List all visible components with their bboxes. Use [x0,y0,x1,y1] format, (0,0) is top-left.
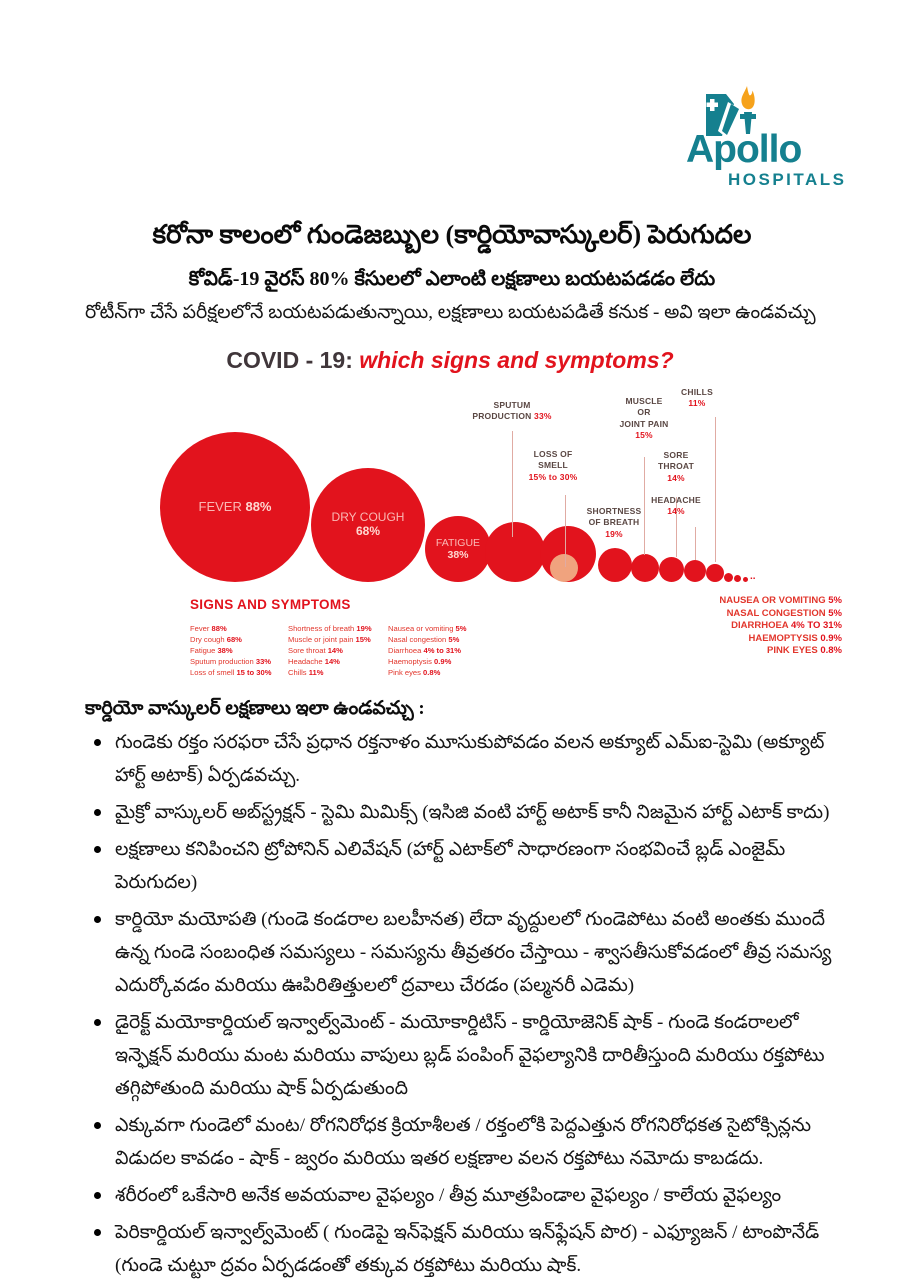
bullet-text: కార్డియో మయోపతి (గుండె కండరాల బలహీనత) లేదా వృద్దులలో గుండెపోటు వంటి అంతకు ముందే ఉన్న గుండె సంబంధిత సమస్యలు - సమస్యను తీవ్రతరం చేస్తాయి - శ్వాసతీసుకోవడంలో తీవ్ర సమస్య ఎదుర్కోవడం మరియు ఊపిరితిత్తులలో ద్రవాలు చేరడం (పల్మనరీ ఎడెమ) [115,909,832,996]
bullet-text: పెరికార్డియల్ ఇన్వాల్వ్‌మెంట్ ( గుండెపై ఇన్‌ఫెక్షన్ మరియు ఇన్‌ఫ్లేషన్ పొర) - ఎఫ్యూజన్ / టాంపొనేడ్ (గుండె చుట్టూ ద్రవం ఏర్పడడంతో తక్కువ రక్తపోటు మరియు షాక్. [115,1222,820,1276]
chart-title-emphasis: which signs and symptoms? [352,347,674,373]
bullet-dot [94,1229,101,1236]
bullet-text: లక్షణాలు కనిపించని ట్రోపోనిన్ ఎలివేషన్ (హార్ట్ ఎటాక్‌లో సాధారణంగా సంభవించే బ్లడ్ ఎంజైమ్ పెరుగుదల) [115,839,786,893]
connector-line [695,527,696,560]
minor-symptom-item: NASAL CONGESTION 5% [726,607,842,619]
legend-column [190,623,271,678]
bubble-label-loss-of-smell: LOSS OF SMELL 15% to 30% [528,449,578,482]
legend-item: Pink eyes 0.8% [388,668,441,677]
bullet-dot [94,846,101,853]
legend-title: SIGNS AND SYMPTOMS [190,597,351,612]
bubble-sputum-production [485,522,545,582]
bubble-sore-throat [659,557,684,582]
bullet-list [85,726,847,1280]
bubble-headache [684,560,706,582]
minor-symptom-item: HAEMOPTYSIS 0.9% [748,632,842,644]
bubble-label-shortness-of-breath: SHORTNESS OF BREATH 19% [586,506,642,539]
bubble-label-chills: CHILLS 11% [681,387,713,409]
bullet-item [85,1109,847,1175]
connector-line [715,417,716,562]
legend-item: Sore throat 14% [288,646,343,655]
bullet-text: గుండెకు రక్తం సరఫరా చేసే ప్రధాన రక్తనాళం మూసుకుపోవడం వలన అక్యూట్ ఎమ్ఐ-స్టెమి (అక్యూట్ హార్ట్ అటాక్) ఏర్పడవచ్చు. [115,732,825,786]
legend-item: Fatigue 38% [190,646,233,655]
logo-wordmark: Apollo [686,128,802,171]
bullet-item [85,903,847,1002]
legend-item: Nausea or vomiting 5% [388,624,467,633]
bullet-dot [94,1122,101,1129]
legend-item: Headache 14% [288,657,340,666]
bullet-text: శరీరంలో ఒకేసారి అనేక అవయవాల వైఫల్యం / తీవ్ర మూత్రపిండాల వైఫల్యం / కాలేయ వైఫల్యం [115,1185,782,1206]
chart-title-prefix: COVID - 19: [226,347,353,373]
bullet-item [85,1216,847,1280]
minor-symptom-item: DIARRHOEA 4% TO 31% [731,620,842,631]
logo-subtitle: HOSPITALS [728,170,847,189]
intro-line: రోటీన్‌గా చేసే పరీక్షలలోనే బయటపడుతున్నాయి, లక్షణాలు బయటపడితే కనుక - అవి ఇలా ఉండవచ్చు [85,302,816,323]
legend-column [388,623,467,678]
bubble-label-sputum-production: SPUTUM PRODUCTION 33% [472,400,552,422]
legend-item: Loss of smell 15 to 30% [190,668,272,677]
bullet-dot [94,809,101,816]
legend-item: Muscle or joint pain 15% [288,635,371,644]
bullet-item [85,833,847,899]
bullet-text: ఎక్కువగా గుండెలో మంట/ రోగనిరోధక క్రియాశీలత / రక్తంలోకి పెద్దఎత్తున రోగనిరోధకత సైటోక్సిన్లను విడుదల కావడం - షాక్ - జ్వరం మరియు ఇతర లక్షణాల వలన రక్తపోటు నమోదు కాబడదు. [115,1115,812,1169]
bullet-item [85,1179,847,1212]
covid-symptoms-infographic [120,345,850,695]
tiny-bubble [724,573,733,582]
bubble-label-headache: HEADACHE 14% [651,495,701,517]
bubble-shortness-of-breath [598,548,632,582]
page-title: కరోనా కాలంలో గుండెజబ్బుల (కార్డియోవాస్కులర్) పెరుగుదల [152,220,752,249]
bullet-item [85,796,847,829]
legend-item: Diarrhoea 4% to 31% [388,646,462,655]
tiny-bubble [743,577,748,582]
legend-item: Sputum production 33% [190,657,272,666]
chart-title [120,347,780,374]
bullet-dot [94,739,101,746]
bullet-item [85,726,847,792]
section-heading: కార్డియో వాస్కులర్ లక్షణాలు ఇలా ఉండవచ్చు : [85,698,425,719]
tiny-bubble [734,575,741,582]
legend-item: Chills 11% [288,668,324,677]
legend-item: Shortness of breath 19% [288,624,372,633]
trailing-dots: .. [750,571,756,582]
bullet-text: మైక్రో వాస్కులర్ అబ్‌స్ట్రక్షన్ - స్టెమి మిమిక్స్ (ఇసిజి వంటి హార్ట్ అటాక్ కానీ నిజమైన హార్ట్ ఎటాక్ కాదు) [115,802,830,823]
bubble-fatigue: FATIGUE 38% [425,516,491,582]
minor-symptom-item: NAUSEA OR VOMITING 5% [719,595,842,606]
apollo-hospitals-logo [686,86,848,200]
legend-item: Fever 88% [190,624,227,633]
bullet-dot [94,1192,101,1199]
legend-item: Nasal congestion 5% [388,635,460,644]
minor-symptom-item: PINK EYES 0.8% [767,645,842,656]
minor-symptoms-list [719,595,842,658]
bubble-muscle-or-joint-pain [631,554,659,582]
bullet-dot [94,1019,101,1026]
bubble-chills [706,564,724,582]
bullet-dot [94,916,101,923]
bubble-dry-cough: DRY COUGH 68% [311,468,425,582]
legend-column [288,623,372,678]
page-subtitle: కోవిడ్-19 వైరస్ 80% కేసులలో ఎలాంటి లక్షణాలు బయటపడడం లేదు [188,268,716,290]
bullet-text: డైరెక్ట్ మయోకార్డియల్ ఇన్వాల్వ్‌మెంట్ - మయోకార్డిటిస్ - కార్డియోజెనిక్ షాక్ - గుండె కండరాలలో ఇన్ఫెక్షన్ మరియు మంట మరియు వాపులు బ్లడ్ పంపింగ్ వైఫల్యానికి దారితీస్తుంది మరియు రక్తపోటు తగ్గిపోతుంది మరియు షాక్ ఏర్పడుతుంది [115,1012,825,1099]
connector-line [512,431,513,537]
legend-item: Haemoptysis 0.9% [388,657,452,666]
legend-item: Dry cough 68% [190,635,242,644]
bubble-label-sore-throat: SORE THROAT 14% [658,450,694,483]
bullet-item [85,1006,847,1105]
bubble-fever: FEVER 88% [160,432,310,582]
bubble-label-muscle-or-joint-pain: MUSCLE OR JOINT PAIN 15% [619,396,669,441]
inner-highlight-dot [550,554,578,582]
